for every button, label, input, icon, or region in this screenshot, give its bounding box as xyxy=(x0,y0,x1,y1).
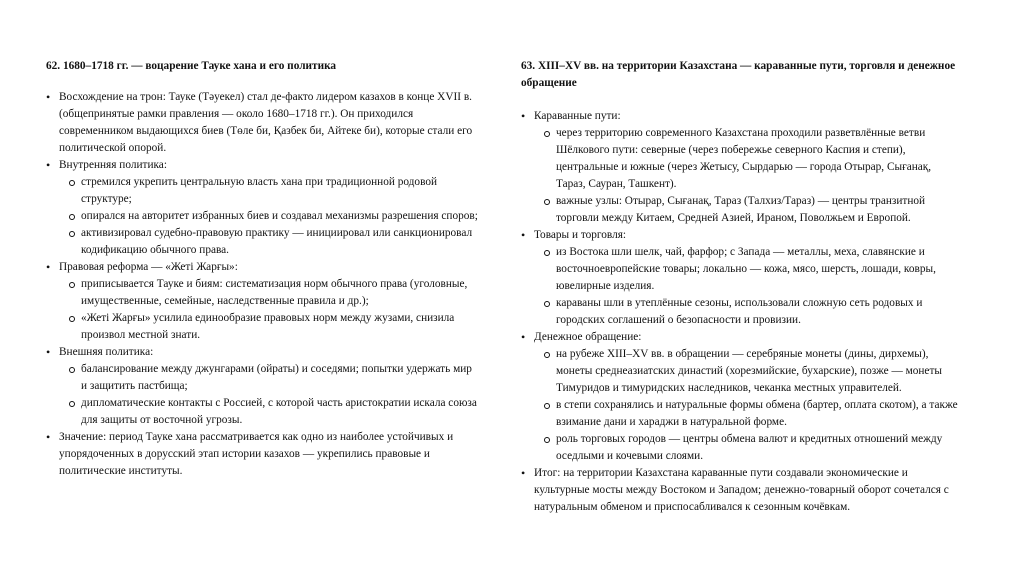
left-column xyxy=(46,58,480,480)
sub-list-item: балансирование между джунгарами (ойраты) и соседями; попытки удержать мир и защитить пастбища; xyxy=(61,361,480,395)
list-item: • Значение: период Тауке хана рассматривается как одно из наиболее устойчивых и упорядоченных в дорусский этап истории казахов — укрепились правовые и политические институты. xyxy=(46,429,480,480)
list-item: • Товары и торговля: из Востока шли шелк, чай, фарфор; с Запада — металлы, меха, славянские и восточноевропейские товары; локально — кожа, мясо, шерсть, лошади, ковры, ювелирные изделия. караваны шли в утеплённые сезоны, использовали сложную сеть родовых и городских соглашений о безопасности и провизии. xyxy=(521,227,961,329)
sub-list-item: роль торговых городов — центры обмена валют и кредитных отношений между оседлыми и кочевыми слоями. xyxy=(536,431,961,465)
section-heading-63: 63. XIII–XV вв. на территории Казахстана — караванные пути, торговля и денежное обращение xyxy=(521,60,956,89)
right-column xyxy=(521,58,961,516)
sub-list-item: дипломатические контакты с Россией, с которой часть аристократии искала союза для защиты от восточной угрозы. xyxy=(61,395,480,429)
list-item: • Караванные пути: через территорию современного Казахстана проходили разветвлённые ветви Шёлкового пути: северные (через побережье северного Каспия и степи), центральные и южные (через Жетысу, Сырдарью — города Отырар, Сығанақ, Тараз, Сауран, Ташкент). важные узлы: Отырар, Сығанақ, Тараз (Талхиз/Тараз) — центры транзитной торговли между Китаем, Средней Азией, Ираном, Поволжьем и Европой. xyxy=(521,108,961,227)
sub-list-item: важные узлы: Отырар, Сығанақ, Тараз (Талхиз/Тараз) — центры транзитной торговли между Китаем, Средней Азией, Ираном, Поволжьем и Европой. xyxy=(536,193,961,227)
sub-bullet-list xyxy=(59,276,480,344)
sub-bullet-list xyxy=(59,174,480,259)
sub-list-item: приписывается Тауке и биям: систематизация норм обычного права (уголовные, имущественные, семейные, наследственные правила и др.); xyxy=(61,276,480,310)
sub-list-item: в степи сохранялись и натуральные формы обмена (бартер, оплата скотом), а также взимание дани и хараджи в натуральной форме. xyxy=(536,397,961,431)
sub-list-item: караваны шли в утеплённые сезоны, использовали сложную сеть родовых и городских соглашений о безопасности и провизии. xyxy=(536,295,961,329)
sub-list-item: из Востока шли шелк, чай, фарфор; с Запада — металлы, меха, славянские и восточноевропейские товары; локально — кожа, мясо, шерсть, лошади, ковры, ювелирные изделия. xyxy=(536,244,961,295)
list-item: • Правовая реформа — «Жеті Жарғы»: приписывается Тауке и биям: систематизация норм обычного права (уголовные, имущественные, семейные, наследственные правила и др.); «Жеті Жарғы» усилила единообразие правовых норм между жузами, снизила произвол местной знати. xyxy=(46,259,480,344)
bullet-list xyxy=(46,89,480,480)
sub-bullet-list xyxy=(534,244,961,329)
sub-bullet-list xyxy=(534,346,961,465)
list-item: • Восхождение на трон: Тауке (Тәуекел) стал де-факто лидером казахов в конце XVII в. (общепринятые рамки правления — около 1680–1718 гг.). Он приходился современником выдающихся биев (Төле би, Қазбек би, Айтеке би), которые стали его политической опорой. xyxy=(46,89,480,157)
sub-bullet-list xyxy=(59,361,480,429)
sub-list-item: активизировал судебно-правовую практику — инициировал или санкционировал кодификацию обычного права. xyxy=(61,225,480,259)
sub-list-item: на рубеже XIII–XV вв. в обращении — серебряные монеты (дины, дирхемы), монеты среднеазиатских династий (хорезмийские, бухарские), позже — монеты Тимуридов и тимуридских наследников, чеканка местных управителей. xyxy=(536,346,961,397)
sub-list-item: «Жеті Жарғы» усилила единообразие правовых норм между жузами, снизила произвол местной знати. xyxy=(61,310,480,344)
sub-bullet-list xyxy=(534,125,961,227)
bullet-list xyxy=(521,108,961,516)
sub-list-item: через территорию современного Казахстана проходили разветвлённые ветви Шёлкового пути: северные (через побережье северного Каспия и степи), центральные и южные (через Жетысу, Сырдарью — города Отырар, Сығанақ, Тараз, Сауран, Ташкент). xyxy=(536,125,961,193)
section-heading-62: 62. 1680–1718 гг. — воцарение Тауке хана и его политика xyxy=(46,60,337,72)
list-item: • Денежное обращение: на рубеже XIII–XV вв. в обращении — серебряные монеты (дины, дирхемы), монеты среднеазиатских династий (хорезмийские, бухарские), позже — монеты Тимуридов и тимуридских наследников, чеканка местных управителей. в степи сохранялись и натуральные формы обмена (бартер, оплата скотом), а также взимание дани и хараджи в натуральной форме. роль торговых городов — центры обмена валют и кредитных отношений между оседлыми и кочевыми слоями. xyxy=(521,329,961,465)
sub-list-item: стремился укрепить центральную власть хана при традиционной родовой структуре; xyxy=(61,174,480,208)
list-item: • Итог: на территории Казахстана караванные пути создавали экономические и культурные мосты между Востоком и Западом; денежно-товарный оборот сочетался с натуральным обменом и приспосабливался к сезонным кочёвкам. xyxy=(521,465,961,516)
list-item: • Внутренняя политика: стремился укрепить центральную власть хана при традиционной родовой структуре; опирался на авторитет избранных биев и создавал механизмы разрешения споров; активизировал судебно-правовую практику — инициировал или санкционировал кодификацию обычного права. xyxy=(46,157,480,259)
list-item: • Внешняя политика: балансирование между джунгарами (ойраты) и соседями; попытки удержать мир и защитить пастбища; дипломатические контакты с Россией, с которой часть аристократии искала союза для защиты от восточной угрозы. xyxy=(46,344,480,429)
sub-list-item: опирался на авторитет избранных биев и создавал механизмы разрешения споров; xyxy=(61,208,480,225)
